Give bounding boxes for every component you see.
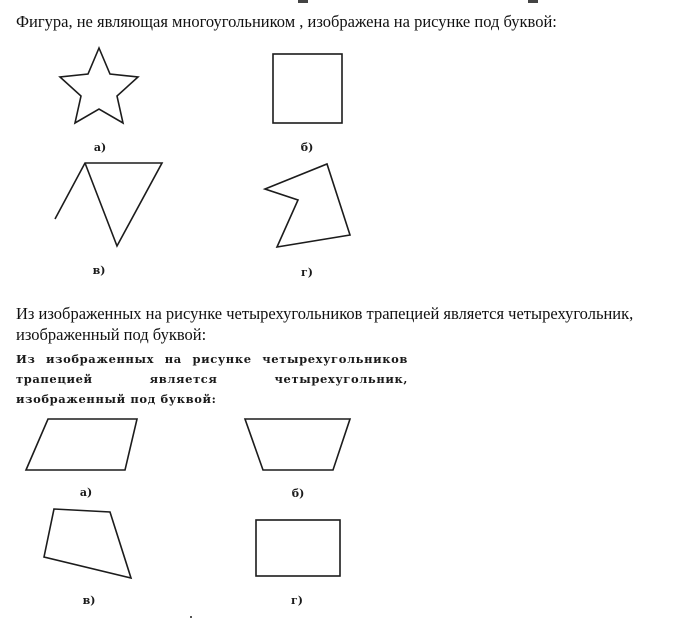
rectangle-shape	[256, 520, 340, 576]
question-2-text: Из изображенных на рисунке четырехугольников трапецией является четырехугольник, изображенный под буквой:	[16, 304, 634, 344]
figure-label-q1-b: б)	[300, 141, 314, 154]
figure-label-q1-d: г)	[301, 266, 313, 279]
figure-label-q2-d: г)	[291, 594, 303, 607]
figure-label-q2-b: б)	[291, 487, 305, 500]
figure-label-q1-c: в)	[92, 264, 106, 277]
figure-label-q2-c: в)	[82, 594, 96, 607]
question-1-text: Фигура, не являющая многоугольником , изображена на рисунке под буквой:	[16, 12, 557, 31]
question-2-scan-text: Из изображенных на рисунке четырехугольников трапецией является четырехугольник, изображенный под буквой:	[16, 352, 408, 406]
figure-label-q1-a: а)	[93, 141, 107, 154]
scan-speck	[190, 616, 192, 618]
figure-label-q2-a: а)	[79, 486, 93, 499]
